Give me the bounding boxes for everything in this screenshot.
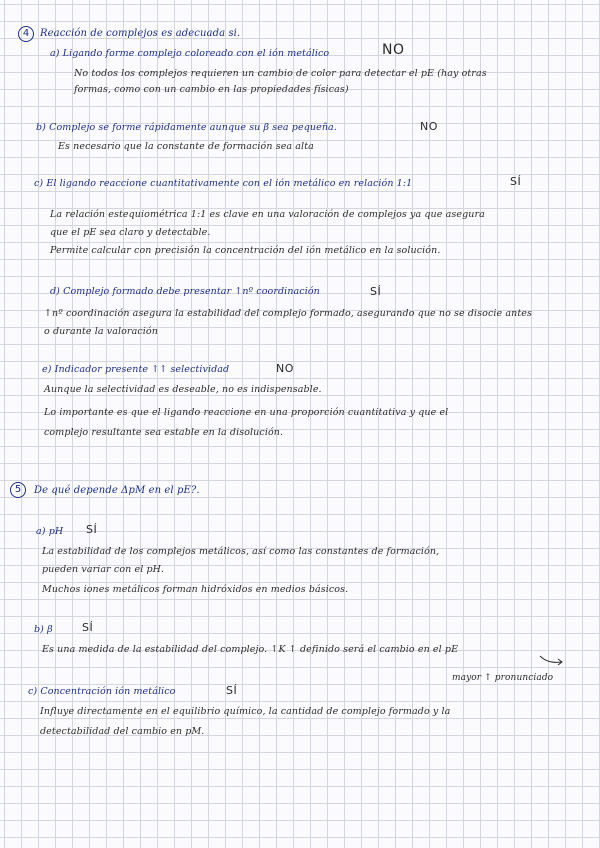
q5-a-note: La estabilidad de los complejos metálicos, así como las constantes de formación, xyxy=(42,546,440,557)
q4-b-note: Es necesario que la constante de formación sea alta xyxy=(58,141,314,152)
q4-d-label: d) Complejo formado debe presentar ↑nº coordinación xyxy=(50,286,320,297)
q4-d-note: o durante la valoración xyxy=(44,326,158,337)
annotation-arrow-icon xyxy=(538,654,564,666)
q5-b-answer: SÍ xyxy=(82,621,94,634)
q4-c-label: c) El ligando reaccione cuantitativamente con el ión metálico en relación 1:1 xyxy=(34,178,413,189)
q5-c-note: detectabilidad del cambio en pM. xyxy=(40,726,205,737)
q5-title: De qué depende ΔpM en el pE?. xyxy=(34,485,200,496)
q5-a-label: a) pH xyxy=(36,526,64,537)
q5-c-answer: SÍ xyxy=(226,684,238,697)
q4-d-note: ↑nº coordinación asegura la estabilidad del complejo formado, asegurando que no se disocie antes xyxy=(44,308,532,319)
q4-c-note: que el pE sea claro y detectable. xyxy=(50,227,211,238)
q5-c-label: c) Concentración ión metálico xyxy=(28,686,176,697)
q4-e-answer: NO xyxy=(276,362,294,375)
q5-c-note: Influye directamente en el equilibrio químico, la cantidad de complejo formado y la xyxy=(40,706,451,717)
q4-c-note: La relación estequiométrica 1:1 es clave en una valoración de complejos ya que asegura xyxy=(50,209,485,220)
q4-title: Reacción de complejos es adecuada si. xyxy=(40,28,241,39)
q5-a-answer: SÍ xyxy=(86,523,98,536)
q4-a-label: a) Ligando forme complejo coloreado con el ión metálico xyxy=(50,48,330,59)
q5-b-note: Es una medida de la estabilidad del complejo. ↑K ↑ definido será el cambio en el pE xyxy=(42,644,459,655)
q5-b-label: b) β xyxy=(34,624,53,635)
q4-a-answer: NO xyxy=(382,42,405,58)
q5-a-note: Muchos iones metálicos forman hidróxidos en medios básicos. xyxy=(42,584,349,595)
q4-a-note: formas, como con un cambio en las propiedades físicas) xyxy=(74,84,349,95)
q4-c-answer: SÍ xyxy=(510,175,522,188)
q4-d-answer: SÍ xyxy=(370,285,382,298)
q5-b-annotation: mayor ↑ pronunciado xyxy=(452,673,554,683)
q4-e-note: Lo importante es que el ligando reaccione en una proporción cuantitativa y que el xyxy=(44,407,449,418)
q5-a-note: pueden variar con el pH. xyxy=(42,564,165,575)
question-number-4: 4 xyxy=(18,26,34,42)
q4-e-label: e) Indicador presente ↑↑ selectividad xyxy=(42,364,230,375)
q4-e-note: Aunque la selectividad es deseable, no es indispensable. xyxy=(44,384,322,395)
q4-b-label: b) Complejo se forme rápidamente aunque su β sea pequeña. xyxy=(36,122,337,133)
q4-b-answer: NO xyxy=(420,120,438,133)
q4-c-note: Permite calcular con precisión la concentración del ión metálico en la solución. xyxy=(50,245,441,256)
question-number-5: 5 xyxy=(10,482,26,498)
q4-e-note: complejo resultante sea estable en la disolución. xyxy=(44,427,284,438)
q4-a-note: No todos los complejos requieren un cambio de color para detectar el pE (hay otras xyxy=(74,68,487,79)
